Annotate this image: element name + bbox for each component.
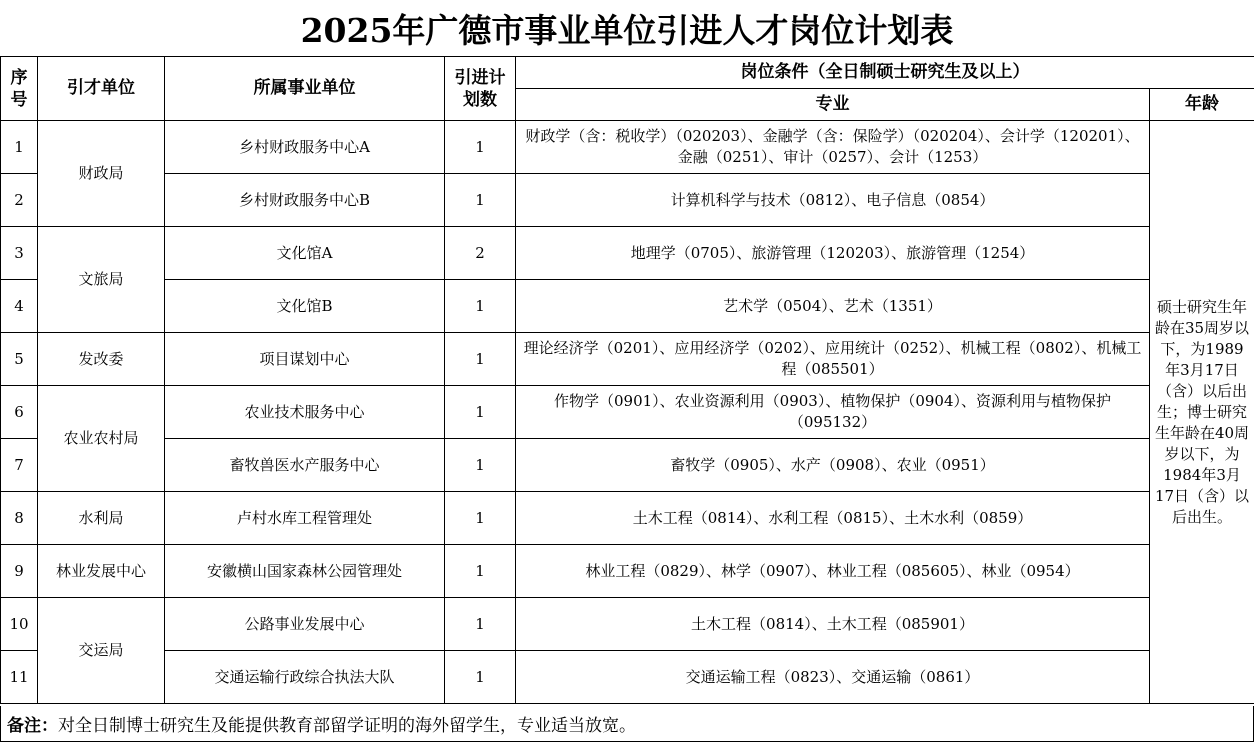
row-plan: 1: [445, 492, 516, 545]
row-unit: 财政局: [38, 121, 165, 227]
header-conditions: 岗位条件（全日制硕士研究生及以上）: [516, 57, 1254, 89]
table-row: [1, 333, 1254, 386]
row-unit: 文旅局: [38, 227, 165, 333]
row-major: 土木工程（0814）、土木工程（085901）: [516, 598, 1150, 651]
row-seq: 1: [1, 121, 38, 174]
row-plan: 1: [445, 598, 516, 651]
header-institution: 所属事业单位: [165, 57, 445, 121]
row-institution: 公路事业发展中心: [165, 598, 445, 651]
table-row: [1, 598, 1254, 651]
row-institution: 乡村财政服务中心B: [165, 174, 445, 227]
row-major: 作物学（0901）、农业资源利用（0903）、植物保护（0904）、资源利用与植物保护（095132）: [516, 386, 1150, 439]
row-plan: 1: [445, 651, 516, 704]
row-unit: 水利局: [38, 492, 165, 545]
row-institution: 交通运输行政综合执法大队: [165, 651, 445, 704]
row-plan: 1: [445, 333, 516, 386]
table-row: [1, 651, 1254, 704]
row-seq: 7: [1, 439, 38, 492]
table-row: [1, 439, 1254, 492]
table-row: [1, 227, 1254, 280]
remarks: [0, 706, 1254, 742]
row-major: 林业工程（0829）、林学（0907）、林业工程（085605）、林业（0954）: [516, 545, 1150, 598]
row-major: 地理学（0705）、旅游管理（120203）、旅游管理（1254）: [516, 227, 1150, 280]
row-seq: 5: [1, 333, 38, 386]
row-plan: 2: [445, 227, 516, 280]
row-unit: 发改委: [38, 333, 165, 386]
header-row: [1, 57, 1254, 89]
row-institution: 文化馆A: [165, 227, 445, 280]
row-institution: 项目谋划中心: [165, 333, 445, 386]
row-plan: 1: [445, 386, 516, 439]
row-major: 财政学（含：税收学）（020203）、金融学（含：保险学）（020204）、会计学（120201）、金融（0251）、审计（0257）、会计（1253）: [516, 121, 1150, 174]
row-institution: 畜牧兽医水产服务中心: [165, 439, 445, 492]
row-seq: 4: [1, 280, 38, 333]
row-seq: 9: [1, 545, 38, 598]
row-unit: 农业农村局: [38, 386, 165, 492]
table-row: [1, 121, 1254, 174]
row-unit: 林业发展中心: [38, 545, 165, 598]
header-age: 年龄: [1150, 89, 1254, 121]
row-seq: 10: [1, 598, 38, 651]
header-seq: 序号: [1, 57, 38, 121]
row-institution: 文化馆B: [165, 280, 445, 333]
row-institution: 乡村财政服务中心A: [165, 121, 445, 174]
row-plan: 1: [445, 439, 516, 492]
row-major: 交通运输工程（0823）、交通运输（0861）: [516, 651, 1150, 704]
header-unit: 引才单位: [38, 57, 165, 121]
row-major: 计算机科学与技术（0812）、电子信息（0854）: [516, 174, 1150, 227]
row-unit: 交运局: [38, 598, 165, 704]
table-row: [1, 174, 1254, 227]
row-major: 土木工程（0814）、水利工程（0815）、土木水利（0859）: [516, 492, 1150, 545]
row-seq: 3: [1, 227, 38, 280]
row-institution: 卢村水库工程管理处: [165, 492, 445, 545]
remarks-label: 备注：: [7, 716, 58, 736]
page-title: 2025年广德市事业单位引进人才岗位计划表: [300, 10, 954, 50]
row-plan: 1: [445, 545, 516, 598]
row-major: 畜牧学（0905）、水产（0908）、农业（0951）: [516, 439, 1150, 492]
row-seq: 8: [1, 492, 38, 545]
row-major: 理论经济学（0201）、应用经济学（0202）、应用统计（0252）、机械工程（0802）、机械工程（085501）: [516, 333, 1150, 386]
header-plan-count: 引进计划数: [445, 57, 516, 121]
remarks-text: 对全日制博士研究生及能提供教育部留学证明的海外留学生，专业适当放宽。: [58, 716, 636, 736]
table-row: [1, 386, 1254, 439]
row-seq: 6: [1, 386, 38, 439]
row-institution: 农业技术服务中心: [165, 386, 445, 439]
table-row: [1, 280, 1254, 333]
age-requirement: 硕士研究生年龄在35周岁以下，为1989年3月17日（含）以后出生；博士研究生年龄在40周岁以下，为1984年3月17日（含）以后出生。: [1150, 121, 1254, 704]
row-seq: 2: [1, 174, 38, 227]
row-institution: 安徽横山国家森林公园管理处: [165, 545, 445, 598]
talent-plan-table: [0, 56, 1254, 704]
row-major: 艺术学（0504）、艺术（1351）: [516, 280, 1150, 333]
row-plan: 1: [445, 280, 516, 333]
table-row: [1, 492, 1254, 545]
row-seq: 11: [1, 651, 38, 704]
header-major: 专业: [516, 89, 1150, 121]
row-plan: 1: [445, 121, 516, 174]
table-row: [1, 545, 1254, 598]
row-plan: 1: [445, 174, 516, 227]
